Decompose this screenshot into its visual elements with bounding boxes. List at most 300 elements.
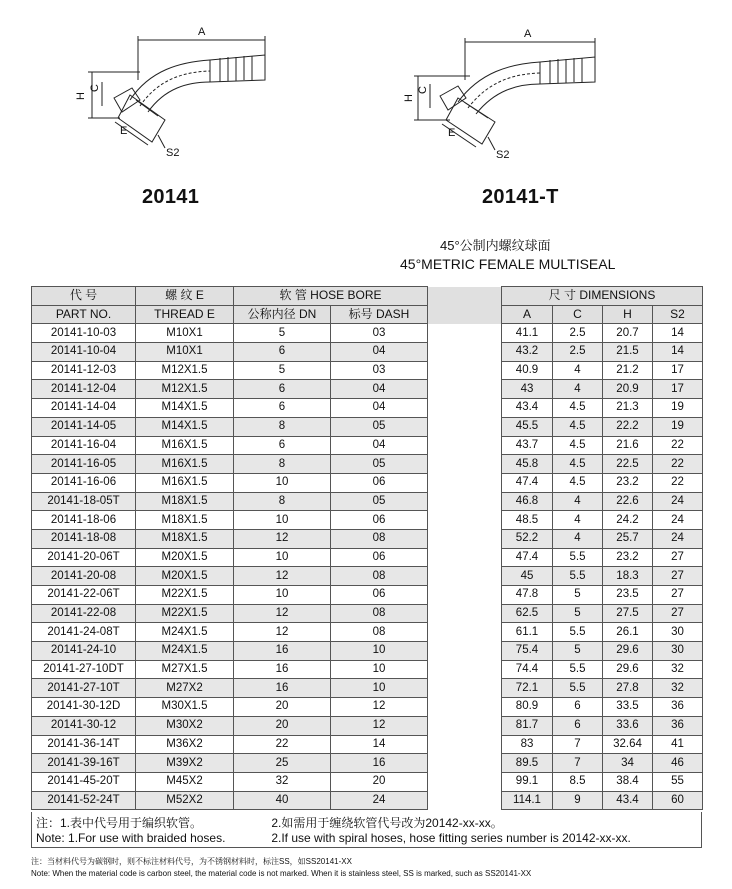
table-row (32, 417, 703, 436)
cell-s2: 32 (653, 660, 703, 679)
cell-part-no: 20141-14-04 (32, 399, 136, 418)
cell-thread: M18X1.5 (136, 511, 234, 530)
cell-part-no: 20141-20-06T (32, 548, 136, 567)
cell-dn: 16 (234, 642, 331, 661)
cell-c: 7 (553, 735, 603, 754)
cell-part-no: 20141-16-04 (32, 436, 136, 455)
cell-c: 4 (553, 361, 603, 380)
cell-a: 83 (502, 735, 553, 754)
cell-a: 114.1 (502, 791, 553, 810)
cell-a: 62.5 (502, 604, 553, 623)
row-gap (428, 567, 502, 586)
table-row (32, 492, 703, 511)
cell-dash: 20 (331, 772, 428, 791)
cell-h: 23.5 (603, 586, 653, 605)
cell-thread: M10X1 (136, 324, 234, 343)
header-part-no: PART NO. (32, 305, 136, 324)
cell-c: 5.5 (553, 548, 603, 567)
row-gap (428, 586, 502, 605)
cell-part-no: 20141-16-06 (32, 473, 136, 492)
cell-part-no: 20141-45-20T (32, 772, 136, 791)
cell-s2: 17 (653, 380, 703, 399)
cell-dash: 08 (331, 623, 428, 642)
cell-s2: 14 (653, 343, 703, 362)
table-header-row-en (32, 305, 703, 324)
cell-part-no: 20141-24-10 (32, 642, 136, 661)
cell-dash: 12 (331, 716, 428, 735)
cell-dn: 25 (234, 754, 331, 773)
cell-a: 43.7 (502, 436, 553, 455)
cell-c: 2.5 (553, 343, 603, 362)
footer-note-en: Note: When the material code is carbon steel, the material code is not marked. When it is stainless steel, SS is marked, such as SS20141-XX (31, 869, 532, 878)
cell-h: 29.6 (603, 660, 653, 679)
cell-dash: 05 (331, 492, 428, 511)
cell-c: 9 (553, 791, 603, 810)
cell-s2: 32 (653, 679, 703, 698)
cell-dn: 10 (234, 586, 331, 605)
cell-s2: 27 (653, 604, 703, 623)
cell-c: 2.5 (553, 324, 603, 343)
row-gap (428, 642, 502, 661)
header-s2: S2 (653, 305, 703, 324)
cell-dash: 04 (331, 399, 428, 418)
header-dash: 标号 DASH (331, 305, 428, 324)
drawing-code-20141-t: 20141-T (482, 186, 559, 208)
cell-s2: 22 (653, 473, 703, 492)
cell-dn: 6 (234, 436, 331, 455)
cell-thread: M18X1.5 (136, 492, 234, 511)
cell-part-no: 20141-18-06 (32, 511, 136, 530)
cell-dash: 04 (331, 436, 428, 455)
dim-a-label: A (524, 28, 532, 40)
cell-part-no: 20141-12-04 (32, 380, 136, 399)
header-thread-e: THREAD E (136, 305, 234, 324)
cell-thread: M16X1.5 (136, 455, 234, 474)
table-row (32, 716, 703, 735)
cell-dash: 14 (331, 735, 428, 754)
row-gap (428, 529, 502, 548)
cell-part-no: 20141-27-10DT (32, 660, 136, 679)
cell-s2: 14 (653, 324, 703, 343)
cell-a: 52.2 (502, 529, 553, 548)
cell-a: 80.9 (502, 698, 553, 717)
table-row (32, 473, 703, 492)
cell-h: 18.3 (603, 567, 653, 586)
cell-c: 5.5 (553, 660, 603, 679)
cell-part-no: 20141-22-06T (32, 586, 136, 605)
cell-dash: 10 (331, 679, 428, 698)
cell-part-no: 20141-18-08 (32, 529, 136, 548)
series-title-en: 45°METRIC FEMALE MULTISEAL (400, 256, 616, 272)
cell-dn: 22 (234, 735, 331, 754)
cell-thread: M24X1.5 (136, 642, 234, 661)
cell-thread: M16X1.5 (136, 436, 234, 455)
cell-s2: 36 (653, 698, 703, 717)
cell-dash: 03 (331, 361, 428, 380)
row-gap (428, 399, 502, 418)
cell-part-no: 20141-30-12 (32, 716, 136, 735)
cell-s2: 46 (653, 754, 703, 773)
dim-c-label: C (417, 86, 429, 94)
note-en-2: 2.If use with spiral hoses, hose fitting series number is 20142-xx-xx. (271, 831, 631, 845)
cell-dn: 8 (234, 417, 331, 436)
cell-h: 20.7 (603, 324, 653, 343)
table-header-row-cn (32, 287, 703, 306)
header-dn: 公称内径 DN (234, 305, 331, 324)
cell-dash: 04 (331, 380, 428, 399)
cell-part-no: 20141-27-10T (32, 679, 136, 698)
cell-dn: 8 (234, 455, 331, 474)
cell-part-no: 20141-22-08 (32, 604, 136, 623)
row-gap (428, 548, 502, 567)
cell-part-no: 20141-20-08 (32, 567, 136, 586)
cell-thread: M14X1.5 (136, 399, 234, 418)
cell-part-no: 20141-14-05 (32, 417, 136, 436)
cell-h: 23.2 (603, 548, 653, 567)
cell-h: 21.3 (603, 399, 653, 418)
cell-a: 43.4 (502, 399, 553, 418)
cell-c: 5 (553, 642, 603, 661)
cell-c: 5.5 (553, 623, 603, 642)
dim-s2-label: S2 (166, 147, 180, 159)
cell-thread: M27X2 (136, 679, 234, 698)
cell-thread: M27X1.5 (136, 660, 234, 679)
cell-c: 4.5 (553, 455, 603, 474)
dim-c-label: C (89, 84, 101, 92)
cell-part-no: 20141-12-03 (32, 361, 136, 380)
row-gap (428, 417, 502, 436)
cell-c: 6 (553, 698, 603, 717)
cell-a: 47.4 (502, 473, 553, 492)
cell-a: 43.2 (502, 343, 553, 362)
table-row (32, 586, 703, 605)
cell-dn: 10 (234, 511, 331, 530)
cell-a: 72.1 (502, 679, 553, 698)
cell-c: 4 (553, 529, 603, 548)
dim-h-label: H (75, 92, 87, 100)
cell-thread: M14X1.5 (136, 417, 234, 436)
table-row (32, 604, 703, 623)
cell-dash: 16 (331, 754, 428, 773)
cell-dn: 40 (234, 791, 331, 810)
header-c: C (553, 305, 603, 324)
cell-s2: 30 (653, 623, 703, 642)
table-row (32, 436, 703, 455)
cell-c: 8.5 (553, 772, 603, 791)
cell-a: 45.8 (502, 455, 553, 474)
row-gap (428, 679, 502, 698)
cell-dn: 20 (234, 716, 331, 735)
cell-s2: 30 (653, 642, 703, 661)
cell-h: 32.64 (603, 735, 653, 754)
cell-part-no: 20141-16-05 (32, 455, 136, 474)
cell-h: 23.2 (603, 473, 653, 492)
cell-thread: M20X1.5 (136, 548, 234, 567)
cell-c: 5 (553, 586, 603, 605)
cell-part-no: 20141-39-16T (32, 754, 136, 773)
cell-dn: 12 (234, 604, 331, 623)
cell-thread: M20X1.5 (136, 567, 234, 586)
cell-part-no: 20141-36-14T (32, 735, 136, 754)
cell-c: 5.5 (553, 567, 603, 586)
cell-h: 25.7 (603, 529, 653, 548)
cell-thread: M16X1.5 (136, 473, 234, 492)
cell-a: 99.1 (502, 772, 553, 791)
cell-c: 7 (553, 754, 603, 773)
table-row (32, 567, 703, 586)
cell-s2: 22 (653, 455, 703, 474)
cell-dn: 6 (234, 399, 331, 418)
cell-c: 4.5 (553, 399, 603, 418)
table-row (32, 529, 703, 548)
cell-s2: 24 (653, 511, 703, 530)
dim-s2-label: S2 (496, 149, 510, 161)
row-gap (428, 604, 502, 623)
cell-a: 46.8 (502, 492, 553, 511)
table-row (32, 735, 703, 754)
cell-dash: 08 (331, 567, 428, 586)
header-gap (428, 287, 502, 306)
row-gap (428, 660, 502, 679)
row-gap (428, 754, 502, 773)
header-gap (428, 305, 502, 324)
cell-thread: M45X2 (136, 772, 234, 791)
row-gap (428, 698, 502, 717)
series-title-cn: 45°公制内螺纹球面 (440, 238, 551, 253)
cell-s2: 24 (653, 529, 703, 548)
notes-box (31, 812, 702, 848)
cell-h: 43.4 (603, 791, 653, 810)
cell-h: 38.4 (603, 772, 653, 791)
cell-a: 74.4 (502, 660, 553, 679)
cell-dn: 8 (234, 492, 331, 511)
note-cn-2: 2.如需用于缠绕软管代号改为20142-xx-xx。 (271, 816, 503, 830)
cell-thread: M36X2 (136, 735, 234, 754)
cell-dash: 06 (331, 548, 428, 567)
cell-s2: 36 (653, 716, 703, 735)
table-row (32, 772, 703, 791)
cell-dash: 03 (331, 324, 428, 343)
cell-h: 21.6 (603, 436, 653, 455)
cell-dn: 6 (234, 380, 331, 399)
cell-dash: 10 (331, 660, 428, 679)
cell-a: 41.1 (502, 324, 553, 343)
header-part-cn: 代 号 (32, 287, 136, 306)
row-gap (428, 455, 502, 474)
cell-part-no: 20141-10-03 (32, 324, 136, 343)
cell-s2: 27 (653, 548, 703, 567)
cell-thread: M18X1.5 (136, 529, 234, 548)
cell-s2: 60 (653, 791, 703, 810)
cell-a: 81.7 (502, 716, 553, 735)
cell-h: 26.1 (603, 623, 653, 642)
table-row (32, 361, 703, 380)
cell-c: 4.5 (553, 417, 603, 436)
cell-a: 45 (502, 567, 553, 586)
cell-part-no: 20141-10-04 (32, 343, 136, 362)
dim-e-label: E (120, 125, 128, 137)
cell-part-no: 20141-30-12D (32, 698, 136, 717)
cell-a: 48.5 (502, 511, 553, 530)
cell-dash: 10 (331, 642, 428, 661)
cell-dn: 12 (234, 529, 331, 548)
fitting-drawing-20141-t (400, 0, 620, 165)
cell-dn: 12 (234, 567, 331, 586)
cell-dash: 12 (331, 698, 428, 717)
header-dimensions: 尺 寸 DIMENSIONS (502, 287, 703, 306)
dim-a-label: A (198, 26, 206, 38)
cell-s2: 19 (653, 417, 703, 436)
cell-dn: 16 (234, 660, 331, 679)
cell-a: 61.1 (502, 623, 553, 642)
table-row (32, 343, 703, 362)
table-row (32, 698, 703, 717)
cell-c: 5.5 (553, 679, 603, 698)
cell-s2: 24 (653, 492, 703, 511)
cell-dash: 04 (331, 343, 428, 362)
cell-h: 21.2 (603, 361, 653, 380)
table-row (32, 399, 703, 418)
cell-dash: 06 (331, 511, 428, 530)
cell-dn: 6 (234, 343, 331, 362)
table-row (32, 623, 703, 642)
cell-s2: 55 (653, 772, 703, 791)
cell-dn: 5 (234, 324, 331, 343)
cell-dash: 05 (331, 455, 428, 474)
drawing-code-20141: 20141 (142, 186, 200, 208)
row-gap (428, 473, 502, 492)
cell-dn: 10 (234, 548, 331, 567)
row-gap (428, 772, 502, 791)
header-hose-bore: 软 管 HOSE BORE (234, 287, 428, 306)
cell-a: 40.9 (502, 361, 553, 380)
cell-a: 47.4 (502, 548, 553, 567)
row-gap (428, 791, 502, 810)
cell-s2: 41 (653, 735, 703, 754)
cell-h: 21.5 (603, 343, 653, 362)
cell-c: 4 (553, 380, 603, 399)
cell-dash: 08 (331, 529, 428, 548)
cell-a: 47.8 (502, 586, 553, 605)
cell-thread: M10X1 (136, 343, 234, 362)
cell-h: 22.2 (603, 417, 653, 436)
row-gap (428, 492, 502, 511)
header-a: A (502, 305, 553, 324)
cell-s2: 19 (653, 399, 703, 418)
table-row (32, 642, 703, 661)
cell-c: 4.5 (553, 436, 603, 455)
table-row (32, 754, 703, 773)
cell-dn: 10 (234, 473, 331, 492)
cell-h: 33.6 (603, 716, 653, 735)
row-gap (428, 623, 502, 642)
table-row (32, 324, 703, 343)
table-row (32, 511, 703, 530)
cell-h: 24.2 (603, 511, 653, 530)
cell-dn: 32 (234, 772, 331, 791)
dimensions-table (31, 286, 703, 810)
fitting-drawing-20141 (70, 0, 290, 165)
cell-part-no: 20141-52-24T (32, 791, 136, 810)
cell-c: 5 (553, 604, 603, 623)
cell-c: 6 (553, 716, 603, 735)
row-gap (428, 343, 502, 362)
cell-h: 20.9 (603, 380, 653, 399)
cell-thread: M30X1.5 (136, 698, 234, 717)
cell-dn: 12 (234, 623, 331, 642)
cell-dash: 24 (331, 791, 428, 810)
dim-h-label: H (403, 94, 415, 102)
cell-c: 4 (553, 492, 603, 511)
table-row (32, 660, 703, 679)
cell-c: 4.5 (553, 473, 603, 492)
cell-s2: 22 (653, 436, 703, 455)
cell-s2: 27 (653, 567, 703, 586)
cell-thread: M52X2 (136, 791, 234, 810)
header-h: H (603, 305, 653, 324)
cell-s2: 27 (653, 586, 703, 605)
cell-a: 43 (502, 380, 553, 399)
row-gap (428, 436, 502, 455)
cell-h: 34 (603, 754, 653, 773)
note-cn-1: 注：1.表中代号用于编织软管。 (36, 816, 203, 830)
table-row (32, 679, 703, 698)
cell-h: 22.5 (603, 455, 653, 474)
note-en-1: Note: 1.For use with braided hoses. (36, 831, 226, 845)
cell-dn: 20 (234, 698, 331, 717)
cell-thread: M30X2 (136, 716, 234, 735)
cell-dn: 5 (234, 361, 331, 380)
cell-dash: 06 (331, 473, 428, 492)
cell-part-no: 20141-24-08T (32, 623, 136, 642)
table-row (32, 548, 703, 567)
cell-thread: M22X1.5 (136, 586, 234, 605)
footer-note-cn: 注：当材料代号为碳钢时，则不标注材料代号，为不锈钢材料时，标注SS，如SS20141-XX (31, 857, 352, 866)
table-row (32, 380, 703, 399)
cell-thread: M12X1.5 (136, 361, 234, 380)
table-row (32, 791, 703, 810)
cell-a: 45.5 (502, 417, 553, 436)
cell-s2: 17 (653, 361, 703, 380)
cell-a: 75.4 (502, 642, 553, 661)
cell-h: 33.5 (603, 698, 653, 717)
cell-thread: M39X2 (136, 754, 234, 773)
cell-dn: 16 (234, 679, 331, 698)
row-gap (428, 735, 502, 754)
cell-part-no: 20141-18-05T (32, 492, 136, 511)
row-gap (428, 716, 502, 735)
row-gap (428, 511, 502, 530)
cell-a: 89.5 (502, 754, 553, 773)
cell-thread: M12X1.5 (136, 380, 234, 399)
cell-c: 4 (553, 511, 603, 530)
dim-e-label: E (448, 127, 456, 139)
cell-thread: M24X1.5 (136, 623, 234, 642)
cell-h: 27.5 (603, 604, 653, 623)
row-gap (428, 361, 502, 380)
cell-h: 22.6 (603, 492, 653, 511)
cell-dash: 08 (331, 604, 428, 623)
row-gap (428, 324, 502, 343)
cell-dash: 06 (331, 586, 428, 605)
cell-thread: M22X1.5 (136, 604, 234, 623)
row-gap (428, 380, 502, 399)
cell-h: 27.8 (603, 679, 653, 698)
table-row (32, 455, 703, 474)
cell-h: 29.6 (603, 642, 653, 661)
header-thread-cn: 螺 纹 E (136, 287, 234, 306)
cell-dash: 05 (331, 417, 428, 436)
